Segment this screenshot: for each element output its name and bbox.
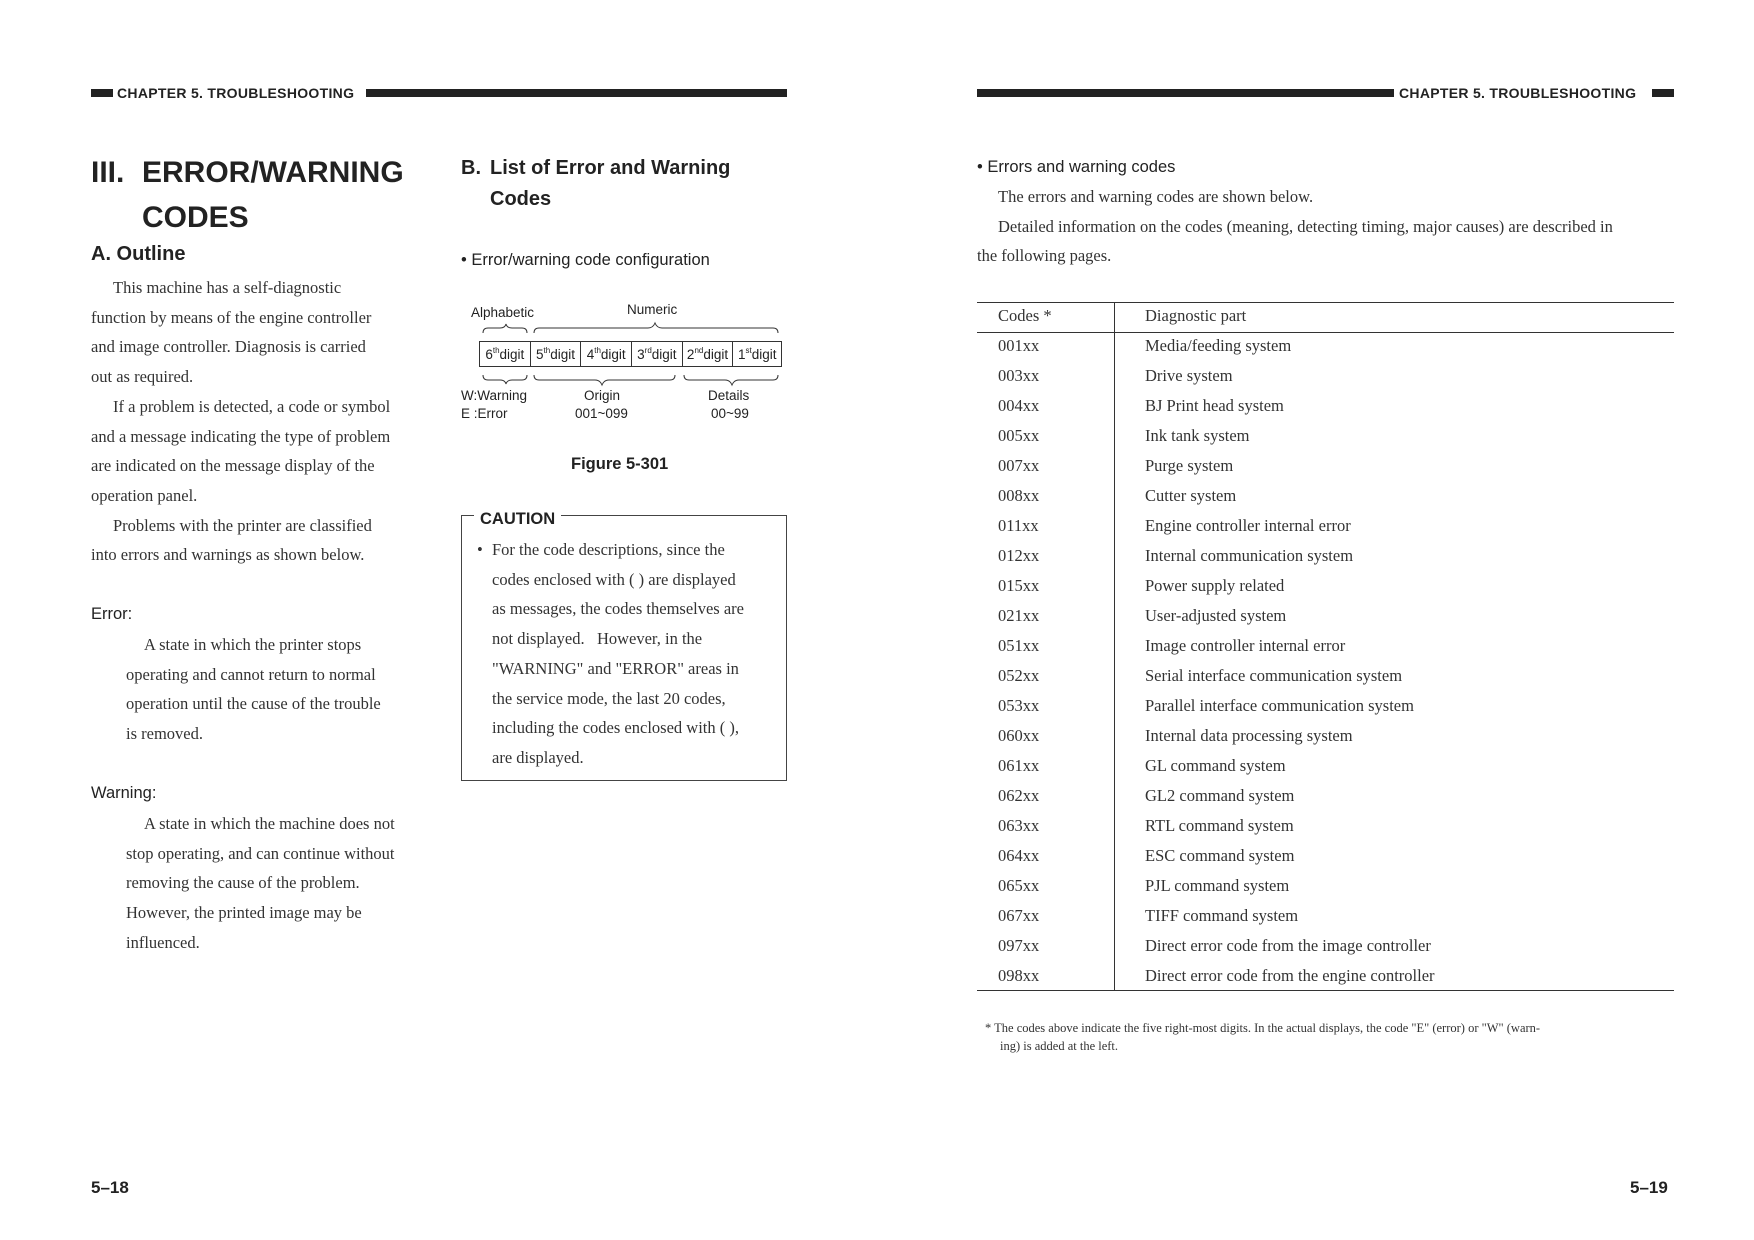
caution-line: the service mode, the last 20 codes, xyxy=(492,688,726,708)
header-codes: Codes * xyxy=(998,306,1052,325)
error-label: Error: xyxy=(91,605,133,623)
digit-6 xyxy=(480,342,531,366)
outline-line: operation panel. xyxy=(91,485,198,505)
numeric-label: Numeric xyxy=(627,302,678,317)
intro-line: the following pages. xyxy=(977,246,1112,266)
table-row xyxy=(977,482,1674,512)
footnote-line: ing) is added at the left. xyxy=(1000,1039,1119,1053)
digit-1 xyxy=(733,342,781,366)
table-row xyxy=(977,782,1674,812)
table-row xyxy=(977,902,1674,932)
figure-caption: Figure 5-301 xyxy=(571,455,669,473)
row-part: Parallel interface communication system xyxy=(1145,696,1414,715)
digit-3 xyxy=(632,342,683,366)
list-heading-line1: List of Error and Warning xyxy=(490,157,731,179)
row-code: 007xx xyxy=(998,456,1040,475)
error-line: operation until the cause of the trouble xyxy=(126,694,381,714)
warning-line: influenced. xyxy=(126,932,200,952)
table-row xyxy=(977,542,1674,572)
digit-sup: th xyxy=(594,345,601,355)
row-code: 015xx xyxy=(998,576,1040,595)
table-row xyxy=(977,422,1674,452)
caution-bullet: • xyxy=(477,540,483,559)
row-part: Media/feeding system xyxy=(1145,336,1292,355)
right-page-number: 5–19 xyxy=(1630,1178,1668,1197)
outline-line: If a problem is detected, a code or symbol xyxy=(113,396,391,416)
outline-line: Problems with the printer are classified xyxy=(113,515,372,535)
row-code: 064xx xyxy=(998,846,1040,865)
outline-heading: A. Outline xyxy=(91,243,186,265)
row-part: TIFF command system xyxy=(1145,906,1299,925)
origin-range: 001~099 xyxy=(575,406,628,421)
section-title-line1: ERROR/WARNING xyxy=(142,156,404,189)
table-row xyxy=(977,332,1674,362)
table-row xyxy=(977,632,1674,662)
error-line: is removed. xyxy=(126,724,203,744)
row-code: 008xx xyxy=(998,486,1040,505)
row-part: Cutter system xyxy=(1145,486,1237,505)
digit-word: digit xyxy=(703,346,729,362)
warning-line: removing the cause of the problem. xyxy=(126,873,360,893)
digit-word: digit xyxy=(600,346,626,362)
header-bar-right-long xyxy=(977,89,1394,97)
row-code: 061xx xyxy=(998,756,1040,775)
header-bar-right-stub xyxy=(1652,89,1674,97)
caution-title: CAUTION xyxy=(474,510,561,529)
row-code: 021xx xyxy=(998,606,1040,625)
table-row xyxy=(977,602,1674,632)
section-number: III. xyxy=(91,156,125,189)
digit-num: 4 xyxy=(586,346,595,362)
outline-line: out as required. xyxy=(91,367,194,387)
row-code: 062xx xyxy=(998,786,1040,805)
outline-line: function by means of the engine controller xyxy=(91,307,372,327)
table-row xyxy=(977,872,1674,902)
row-part: GL command system xyxy=(1145,756,1286,775)
row-part: Internal data processing system xyxy=(1145,726,1353,745)
caution-text xyxy=(492,535,782,773)
table-row xyxy=(977,842,1674,872)
digit-num: 1 xyxy=(737,346,746,362)
header-diagnostic-part: Diagnostic part xyxy=(1145,306,1247,325)
row-part: Ink tank system xyxy=(1145,426,1250,445)
left-page-header: CHAPTER 5. TROUBLESHOOTING xyxy=(117,85,355,101)
outline-line: and image controller. Diagnosis is carried xyxy=(91,337,366,357)
caution-line: not displayed. However, in the xyxy=(492,629,703,649)
warning-line: However, the printed image may be xyxy=(126,903,362,923)
row-code: 097xx xyxy=(998,936,1040,955)
row-code: 001xx xyxy=(998,336,1040,355)
row-code: 067xx xyxy=(998,906,1040,925)
alphabetic-label: Alphabetic xyxy=(471,305,535,320)
digit-num: 2 xyxy=(686,346,695,362)
row-part: GL2 command system xyxy=(1145,786,1295,805)
table-row xyxy=(977,512,1674,542)
section-title-line2: CODES xyxy=(142,201,249,234)
row-code: 012xx xyxy=(998,546,1040,565)
warning-code-label: W:Warning xyxy=(461,388,528,403)
table-row xyxy=(977,662,1674,692)
codes-bullet-title: • Errors and warning codes xyxy=(977,158,1176,176)
row-part: ESC command system xyxy=(1145,846,1295,865)
digit-4 xyxy=(581,342,632,366)
row-code: 003xx xyxy=(998,366,1040,385)
row-part: User-adjusted system xyxy=(1145,606,1287,625)
row-part: Image controller internal error xyxy=(1145,636,1346,655)
digit-word: digit xyxy=(651,346,677,362)
row-code: 063xx xyxy=(998,816,1040,835)
details-range: 00~99 xyxy=(711,406,749,421)
table-row xyxy=(977,932,1674,962)
digit-sup: nd xyxy=(694,345,704,355)
digit-word: digit xyxy=(550,346,575,362)
warning-description xyxy=(126,809,446,958)
outline-line: are indicated on the message display of the xyxy=(91,456,375,476)
table-row xyxy=(977,722,1674,752)
row-code: 052xx xyxy=(998,666,1040,685)
row-code: 053xx xyxy=(998,696,1040,715)
error-line: operating and cannot return to normal xyxy=(126,664,376,684)
caution-line: including the codes enclosed with ( ), xyxy=(492,718,739,738)
table-row xyxy=(977,452,1674,482)
row-code: 060xx xyxy=(998,726,1040,745)
digit-sup: st xyxy=(745,345,752,355)
row-part: Drive system xyxy=(1145,366,1233,385)
caution-line: For the code descriptions, since the xyxy=(492,540,725,559)
warning-label: Warning: xyxy=(91,784,157,802)
row-part: RTL command system xyxy=(1145,816,1294,835)
row-part: PJL command system xyxy=(1145,876,1290,895)
table-row xyxy=(977,962,1674,992)
row-part: Internal communication system xyxy=(1145,546,1354,565)
digit-5 xyxy=(531,342,582,366)
details-label: Details xyxy=(708,388,750,403)
list-heading-letter: B. xyxy=(461,157,481,179)
left-page-number: 5–18 xyxy=(91,1178,129,1197)
error-code-label: E :Error xyxy=(461,406,508,421)
caution-line: are displayed. xyxy=(492,747,584,767)
caution-line: codes enclosed with ( ) are displayed xyxy=(492,569,736,589)
digit-num: 6 xyxy=(485,346,493,362)
table-row xyxy=(977,752,1674,782)
digit-num: 3 xyxy=(637,346,645,362)
error-description xyxy=(126,630,446,749)
digit-word: digit xyxy=(751,346,777,362)
outline-line: and a message indicating the type of problem xyxy=(91,426,391,446)
row-part: BJ Print head system xyxy=(1145,396,1284,415)
outline-line: into errors and warnings as shown below. xyxy=(91,545,365,565)
digit-num: 5 xyxy=(536,346,544,362)
intro-line: The errors and warning codes are shown below. xyxy=(998,187,1314,206)
row-part: Engine controller internal error xyxy=(1145,516,1351,535)
outline-line: This machine has a self-diagnostic xyxy=(113,278,342,297)
row-part: Direct error code from the image controller xyxy=(1145,936,1431,955)
row-part: Purge system xyxy=(1145,456,1234,475)
row-part: Direct error code from the engine controller xyxy=(1145,966,1435,985)
intro-text xyxy=(977,182,1677,271)
table-header-row xyxy=(977,302,1674,332)
digit-boxes xyxy=(479,341,782,367)
row-code: 051xx xyxy=(998,636,1040,655)
warning-line: A state in which the machine does not xyxy=(144,814,395,833)
digit-sup: th xyxy=(543,345,551,355)
table-row xyxy=(977,692,1674,722)
table-row xyxy=(977,812,1674,842)
row-part: Power supply related xyxy=(1145,576,1285,595)
row-code: 098xx xyxy=(998,966,1040,985)
row-code: 065xx xyxy=(998,876,1040,895)
warning-line: stop operating, and can continue without xyxy=(126,843,395,863)
footnote-line: * The codes above indicate the five right-most digits. In the actual displays, the code "E" (error) or "W" (warn- xyxy=(985,1021,1541,1035)
digit-2 xyxy=(683,342,734,366)
intro-line: Detailed information on the codes (meaning, detecting timing, major causes) are described in xyxy=(998,216,1613,236)
caution-line: "WARNING" and "ERROR" areas in xyxy=(492,658,739,678)
list-heading-line2: Codes xyxy=(490,188,552,210)
error-line: A state in which the printer stops xyxy=(144,635,362,654)
right-page-header: CHAPTER 5. TROUBLESHOOTING xyxy=(1399,85,1637,101)
digit-sup: th xyxy=(492,345,500,355)
row-code: 011xx xyxy=(998,516,1039,535)
digit-sup: rd xyxy=(644,345,652,355)
table-row xyxy=(977,362,1674,392)
footnote xyxy=(985,1019,1675,1055)
table-row xyxy=(977,392,1674,422)
caution-line: as messages, the codes themselves are xyxy=(492,599,744,619)
row-code: 004xx xyxy=(998,396,1040,415)
digit-word: digit xyxy=(499,346,525,362)
origin-label: Origin xyxy=(584,388,621,403)
table-row xyxy=(977,572,1674,602)
row-code: 005xx xyxy=(998,426,1040,445)
config-bullet: • Error/warning code configuration xyxy=(461,251,710,269)
row-part: Serial interface communication system xyxy=(1145,666,1403,685)
